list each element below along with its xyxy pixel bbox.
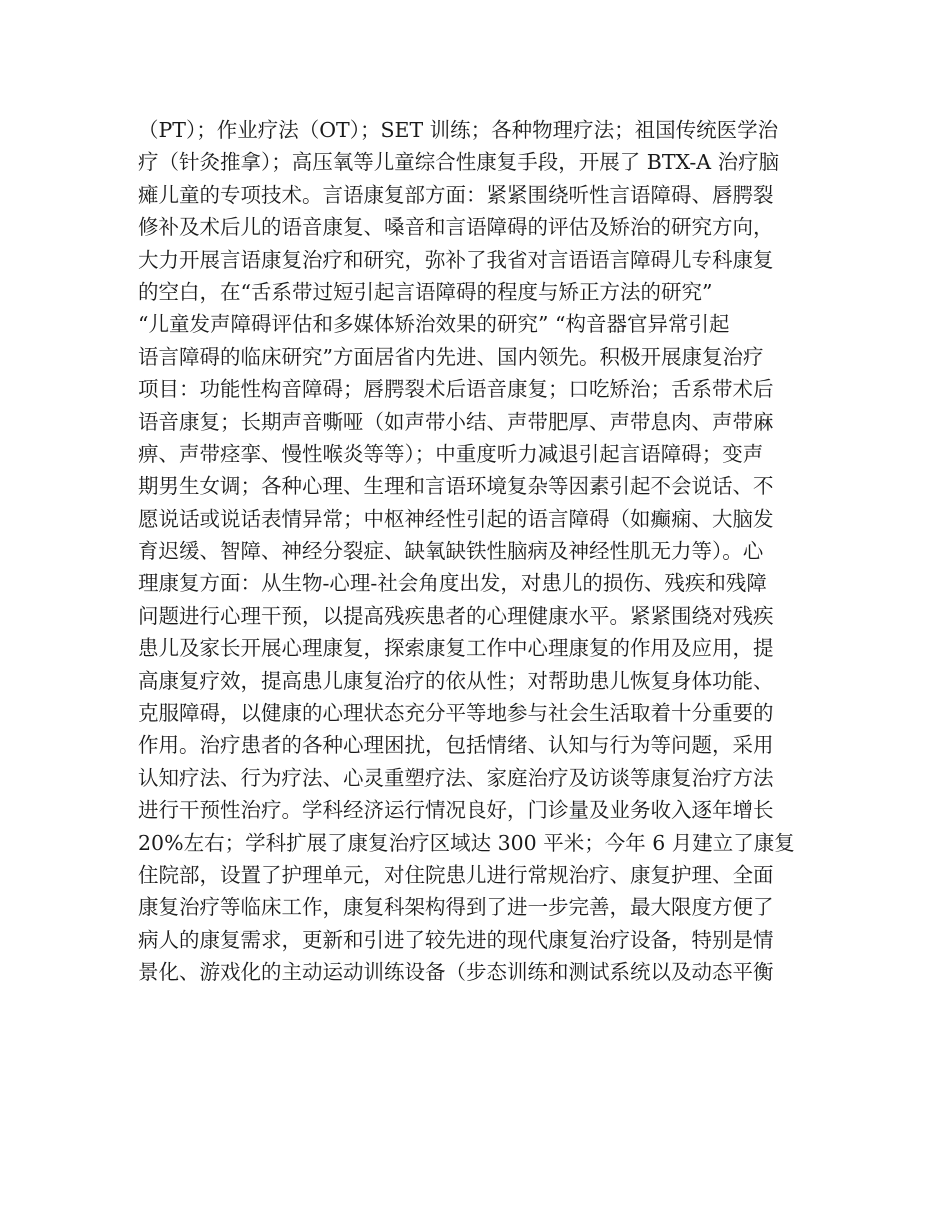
body-text (138, 114, 818, 989)
text-line: 愿说话或说话表情异常；中枢神经性引起的语言障碍（如癫痫、大脑发 (138, 506, 774, 531)
text-line: 高康复疗效，提高患儿康复治疗的依从性；对帮助患儿恢复身体功能、 (138, 668, 774, 693)
text-line: 住院部，设置了护理单元，对住院患儿进行常规治疗、康复护理、全面 (138, 862, 774, 887)
text-line: 克服障碍，以健康的心理状态充分平等地参与社会生活取着十分重要的 (138, 701, 774, 726)
text-line: 语音康复；长期声音嘶哑（如声带小结、声带肥厚、声带息肉、声带麻 (138, 409, 774, 434)
text-line: 景化、游戏化的主动运动训练设备（步态训练和测试系统以及动态平衡 (138, 960, 774, 985)
text-line: 瘫儿童的专项技术。言语康复部方面：紧紧围绕听性言语障碍、唇腭裂 (138, 182, 774, 207)
text-line: 育迟缓、智障、神经分裂症、缺氧缺铁性脑病及神经性肌无力等）。心 (138, 539, 764, 564)
text-line: 患儿及家长开展心理康复，探索康复工作中心理康复的作用及应用，提 (138, 636, 774, 661)
text-line: “儿童发声障碍评估和多媒体矫治效果的研究” “构音器官异常引起 (138, 312, 730, 337)
text-line: 疗（针灸推拿）；高压氧等儿童综合性康复手段，开展了 BTX-A 治疗脑 (138, 150, 780, 175)
text-line: 作用。治疗患者的各种心理困扰，包括情绪、认知与行为等问题，采用 (138, 733, 774, 758)
text-line: 问题进行心理干预，以提高残疾患者的心理健康水平。紧紧围绕对残疾 (138, 603, 774, 628)
text-line: 20%左右；学科扩展了康复治疗区域达 300 平米；今年 6 月建立了康复 (138, 830, 795, 855)
text-line: 痹、声带痉挛、慢性喉炎等等）；中重度听力减退引起言语障碍；变声 (138, 441, 764, 466)
text-line: 康复治疗等临床工作，康复科架构得到了进一步完善，最大限度方便了 (138, 895, 774, 920)
text-line: （PT）；作业疗法（OT）；SET 训练；各种物理疗法；祖国传统医学治 (138, 118, 779, 142)
text-line: 的空白，在“舌系带过短引起言语障碍的程度与矫正方法的研究” (138, 279, 713, 304)
text-line: 进行干预性治疗。学科经济运行情况良好，门诊量及业务收入逐年增长 (138, 798, 774, 823)
text-line: 期男生女调；各种心理、生理和言语环境复杂等因素引起不会说话、不 (138, 474, 774, 499)
text-line: 修补及术后儿的语音康复、嗓音和言语障碍的评估及矫治的研究方向， (138, 215, 774, 240)
text-line: 理康复方面：从生物-心理-社会角度出发，对患儿的损伤、残疾和残障 (138, 571, 767, 596)
text-line: 病人的康复需求，更新和引进了较先进的现代康复治疗设备，特别是情 (138, 927, 774, 952)
text-line: 认知疗法、行为疗法、心灵重塑疗法、家庭治疗及访谈等康复治疗方法 (138, 765, 774, 790)
text-line: 项目：功能性构音障碍；唇腭裂术后语音康复；口吃矫治；舌系带术后 (138, 377, 774, 402)
text-line: 大力开展言语康复治疗和研究，弥补了我省对言语语言障碍儿专科康复 (138, 247, 774, 272)
text-line: 语言障碍的临床研究”方面居省内先进、国内领先。积极开展康复治疗 (138, 344, 764, 369)
